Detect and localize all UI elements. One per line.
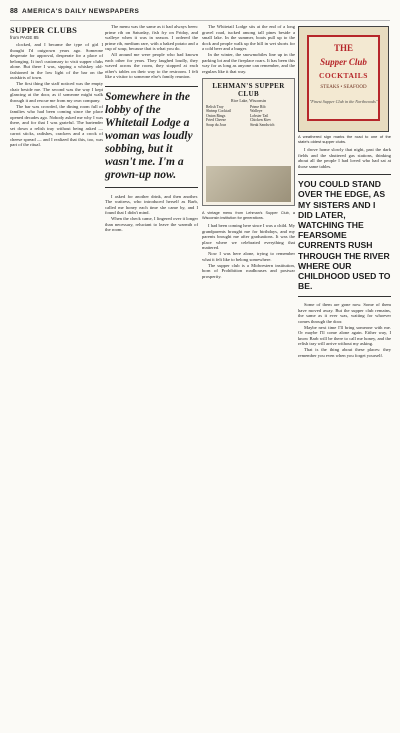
- sign-text: THE: [333, 43, 353, 53]
- menu-item: Fried Cheese: [206, 118, 226, 123]
- page-header: [10, 7, 390, 21]
- article-byline: from PAGE 85: [10, 35, 39, 40]
- menu-items: [206, 105, 291, 127]
- section-title: AMERICA'S DAILY NEWSPAPERS: [22, 8, 140, 15]
- supper-club-sign-photo: [298, 26, 389, 132]
- menu-subheading: Rice Lake, Wisconsin: [231, 98, 266, 103]
- sign-text: Supper Club: [320, 57, 367, 67]
- paragraph: The first thing the staff noticed was the empty chair beside me. The second was the way I kept glancing at the door, as if someone might walk through it and rescue me from my own company.: [10, 81, 103, 103]
- menu-item: Lobster Tail: [250, 113, 269, 118]
- paragraph: All around me were people who had known each other for years. They laughed loudly, they waved across the room, they stopped at each other's tables on their way to the restroom. I felt like a visitor to someone else's family reunion.: [105, 52, 198, 79]
- paragraph: clocked, and I became the type of girl I thought I'd outgrown years ago. Someone desperate for approval, desperate for a place of belonging. It isn't customary to visit supper clubs alone. But there I was, sipping a whiskey old-fashioned in the low light of the bar on the outskirts of town.: [10, 42, 103, 80]
- paragraph: I drove home slowly that night, past the dark fields and the shuttered gas stations, thinking about all the people I had loved who had sat at those same tables.: [298, 147, 391, 169]
- column-4: [298, 24, 391, 359]
- paragraph: The supper club is a Midwestern institution, born of Prohibition roadhouses and postwar prosperity.: [202, 262, 295, 279]
- paragraph: Now I was here alone, trying to remember what it felt like to belong somewhere.: [202, 251, 295, 262]
- column-2: [105, 24, 198, 233]
- menu-item: Walleye: [250, 109, 263, 114]
- menu-heading: LEHMAN'S SUPPER CLUB: [212, 82, 285, 98]
- menu-item: Prime Rib: [250, 105, 266, 109]
- paragraph: I asked for another drink, and then another. The waitress, who introduced herself as Barb, called me honey each time she came by, and I found that I didn't mind.: [105, 193, 198, 215]
- column-3: [202, 24, 295, 280]
- menu-item: Soup du Jour: [206, 122, 227, 127]
- menu-item: Shrimp Cocktail: [206, 109, 231, 114]
- menu-item: Steak Sandwich: [250, 122, 275, 127]
- paragraph: The menu was the same as it had always been: prime rib on Saturday, fish fry on Friday, and walleye when it was in season. I ordered the prime rib, medium rare, with a baked potato and a cup of soup, because that is what you do.: [105, 24, 198, 51]
- pull-quote: Somewhere in the lobby of the Whitetail Lodge a woman was loudly sobbing, but it wasn't me. I'm a grown-up now.: [105, 86, 198, 188]
- menu-item: Onion Rings: [206, 113, 226, 118]
- pull-quote: YOU COULD STAND OVER THE EDGE, AS MY SISTERS AND I DID LATER, WATCHING THE FEARSOME CURRENTS RUSH THROUGH THE RIVER WHERE OUR CHILDHOOD USED TO BE.: [298, 174, 391, 297]
- article-title: SUPPER CLUBS: [10, 25, 78, 35]
- photo-caption: A vintage menu from Lehman's Supper Club, a Wisconsin institution for generations.: [202, 211, 295, 220]
- vintage-menu-image: [202, 78, 295, 206]
- sign-text: STEAKS • SEAFOOD: [320, 85, 367, 90]
- menu-item: Chicken Kiev: [250, 118, 271, 123]
- menu-photo: [206, 166, 291, 202]
- paragraph: The bar was crowded, the dining room full of families who had been coming since the place opened decades ago. Nobody asked me why I was there, and for that I was grateful. The bartender set down a relish tray without being asked — carrot sticks, radishes, crackers and a crock of cheese spread — and I realized that this, too, was part of the ritual.: [10, 103, 103, 147]
- sign-board: [307, 35, 380, 121]
- paragraph: Maybe next time I'll bring someone with me. Or maybe I'll come alone again. Either way, I know Barb will be there to call me honey, and the relish tray will arrive without my asking.: [298, 324, 391, 347]
- paragraph: I had been coming here since I was a child. My grandparents brought me for birthdays, and my parents brought me after graduations. It was the place where we celebrated everything that mattered.: [202, 223, 295, 251]
- photo-caption: A weathered sign marks the road to one of the state's oldest supper clubs.: [298, 134, 391, 144]
- page-number: 88: [10, 8, 18, 15]
- paragraph: Some of them are gone now. Some of them have moved away. But the supper club remains, the same as it ever was, waiting for whoever comes through the door.: [298, 302, 391, 324]
- paragraph: The Whitetail Lodge sits at the end of a long gravel road, tucked among tall pines beside a small lake. In the summer, boats pull up to the dock and people walk up the hill in wet shorts for a cold beer and a burger.: [202, 24, 295, 51]
- sign-text: COCKTAILS: [319, 71, 368, 80]
- paragraph: That is the thing about these places: they remember you even when you forget yourself.: [298, 347, 391, 358]
- menu-item: Relish Tray: [206, 105, 224, 109]
- sign-text: "Finest Supper Club in the Northwoods": [309, 99, 378, 104]
- paragraph: When the check came, I lingered over it longer than necessary, reluctant to leave the warmth of the room.: [105, 216, 198, 232]
- column-1: [10, 24, 103, 148]
- paragraph: In the winter, the snowmobiles line up in the parking lot and the fireplace roars. It has been this way for as long as anyone can remember, and the regulars like it that way.: [202, 52, 295, 74]
